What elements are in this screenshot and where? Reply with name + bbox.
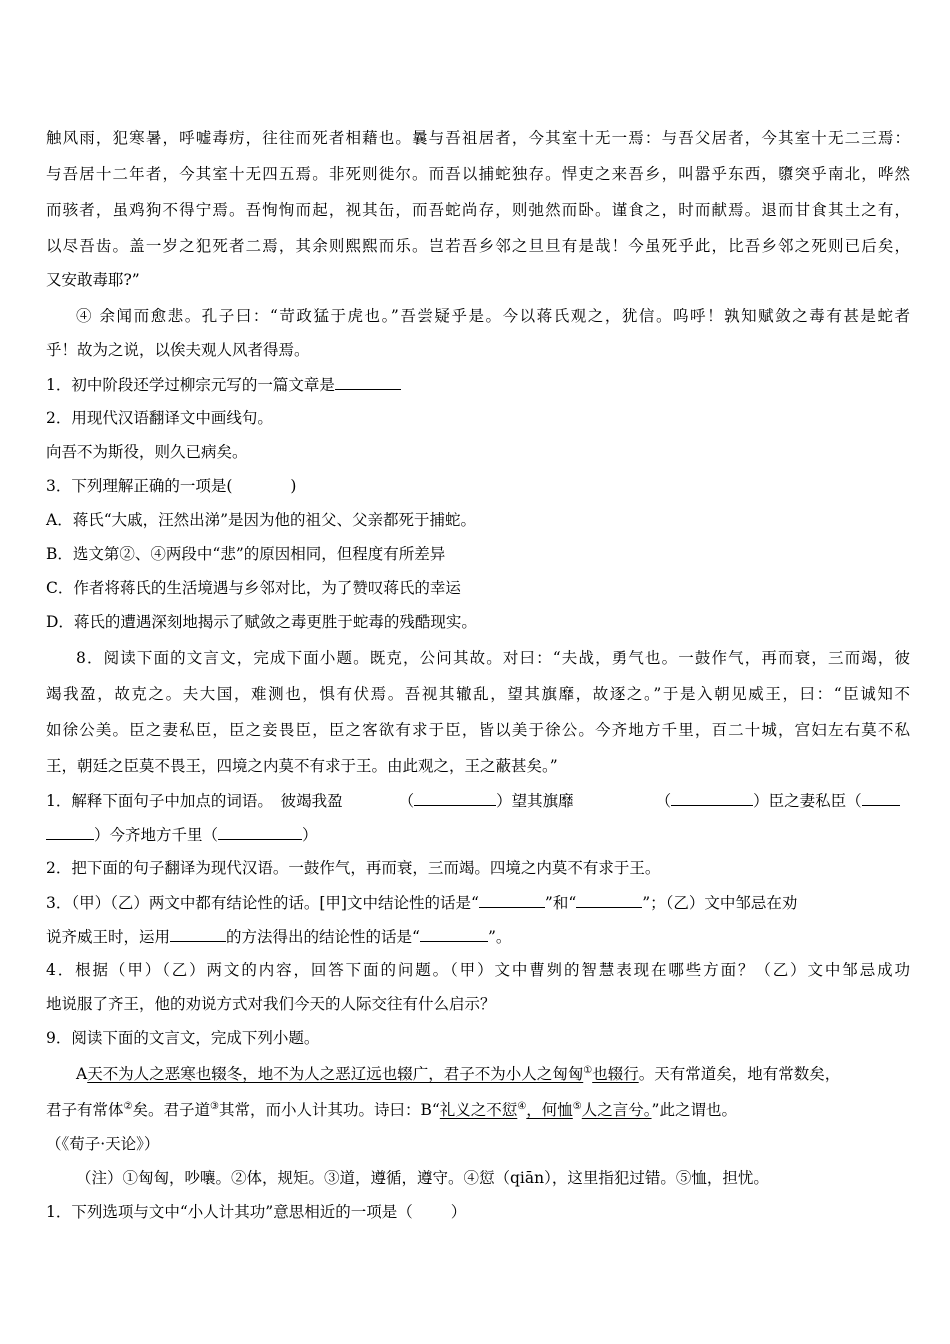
passage-line: 与吾居十二年者，今其室十无四五焉。非死则徙尔。而吾以捕蛇独存。悍吏之来吾乡，叫嚣乎东西，隳突乎南北，哗然 xyxy=(46,165,910,183)
section-8-question-1: 1．解释下面句子中加点的词语。 彼竭我盈 （ ）望其旗靡 （ ）臣之妻私臣（ xyxy=(46,790,910,811)
section-9-question-1: 1．下列选项与文中“小人计其功”意思相近的一项是（ ） xyxy=(46,1203,467,1221)
section-8-question-4-cont: 地说服了齐王，他的劝说方式对我们今天的人际交往有什么启示？ xyxy=(46,995,496,1013)
underlined-sentence-b: 礼义之不愆 xyxy=(439,1101,518,1119)
answer-blank[interactable] xyxy=(46,824,94,840)
question-3-text: 3．下列理解正确的一项是( xyxy=(46,477,233,495)
section-9-title: 9．阅读下面的文言文，完成下列小题。 xyxy=(46,1029,320,1047)
paragraph-4-line: ④ 余闻而愈悲。孔子曰：“苛政猛于虎也。”吾尝疑乎是。今以蒋氏观之，犹信。呜呼！孰知赋敛之毒有甚是蛇者 xyxy=(76,307,910,325)
section-8-line: 竭我盈，故克之。夫大国，难测也，惧有伏焉。吾视其辙乱，望其旗靡，故逐之。”于是入朝见威王，曰：“臣诚知不 xyxy=(46,685,910,703)
section-8-question-1-cont: ）今齐地方千里（ ） xyxy=(46,824,910,845)
section-8-line: 8．阅读下面的文言文，完成下面小题。既克，公问其故。对曰：“夫战，勇气也。一鼓作气，再而衰，三而竭，彼 xyxy=(76,649,910,667)
answer-blank[interactable] xyxy=(576,892,642,908)
section-8-question-4: 4．根据（甲）（乙）两文的内容，回答下面的问题。（甲）文中曹刿的智慧表现在哪些方面？（乙）文中邹忌成功 xyxy=(46,961,910,979)
section-9-line: A天不为人之恶寒也辍冬，地不为人之恶辽远也辍广，君子不为小人之匈匈①也辍行。天有常道矣，地有常数矣， xyxy=(76,1064,841,1083)
answer-blank[interactable] xyxy=(414,790,496,806)
passage-line: 而骇者，虽鸡狗不得宁焉。吾恂恂而起，视其缶，而吾蛇尚存，则弛然而卧。谨食之，时而献焉。退而甘食其土之有， xyxy=(46,201,910,219)
section-9-source: （《荀子·天论》） xyxy=(46,1135,160,1153)
answer-blank[interactable] xyxy=(671,790,753,806)
option-a: A．蒋氏“大戚，汪然出涕”是因为他的祖父、父亲都死于捕蛇。 xyxy=(46,511,477,529)
option-b: B．选文第②、④两段中“悲”的原因相同，但程度有所差异 xyxy=(46,545,446,563)
answer-blank[interactable] xyxy=(170,926,226,942)
passage-line: 触风雨，犯寒暑，呼嘘毒疠，往往而死者相藉也。曩与吾祖居者，今其室十无一焉：与吾父居者，今其室十无二三焉： xyxy=(46,129,910,147)
option-c: C．作者将蒋氏的生活境遇与乡邻对比，为了赞叹蒋氏的幸运 xyxy=(46,579,461,597)
answer-blank[interactable] xyxy=(479,892,545,908)
passage-line: 又安敢毒耶?” xyxy=(46,271,140,289)
answer-blank[interactable] xyxy=(218,824,302,840)
question-3: 3．下列理解正确的一项是( ) xyxy=(46,477,297,495)
question-1-text: 1．初中阶段还学过柳宗元写的一篇文章是 xyxy=(46,376,335,394)
section-8-question-3: 3．（甲）（乙）两文中都有结论性的话。[甲]文中结论性的话是“ ”和“ ”；（乙）文中邹忌在劝 xyxy=(46,894,798,912)
paragraph-4-line: 乎！故为之说，以俟夫观人风者得焉。 xyxy=(46,341,310,359)
answer-blank[interactable] xyxy=(335,374,401,390)
section-9-notes: （注）①匈匈，吵嚷。②体，规矩。③道，遵循，遵守。④愆（qiān），这里指犯过错。⑤恤，担忧。 xyxy=(76,1169,769,1187)
section-8-question-2: 2．把下面的句子翻译为现代汉语。一鼓作气，再而衰，三而竭。四境之内莫不有求于王。 xyxy=(46,859,661,877)
question-2-sentence: 向吾不为斯役，则久已病矣。 xyxy=(46,443,248,461)
question-2: 2．用现代汉语翻译文中画线句。 xyxy=(46,409,273,427)
section-8-line: 王，朝廷之臣莫不畏王，四境之内莫不有求于王。由此观之，王之蔽甚矣。” xyxy=(46,757,558,775)
answer-blank[interactable] xyxy=(420,926,488,942)
option-d: D．蒋氏的遭遇深刻地揭示了赋敛之毒更胜于蛇毒的残酷现实。 xyxy=(46,613,477,631)
section-8-question-3-cont: 说齐威王时，运用 的方法得出的结论性的话是“ ”。 xyxy=(46,928,512,946)
passage-line: 以尽吾齿。盖一岁之犯死者二焉，其余则熙熙而乐。岂若吾乡邻之旦旦有是哉！今虽死乎此，比吾乡邻之死则已后矣， xyxy=(46,237,910,255)
section-8-line: 如徐公美。臣之妻私臣，臣之妾畏臣，臣之客欲有求于臣，皆以美于徐公。今齐地方千里，百二十城，宫妇左右莫不私 xyxy=(46,721,910,739)
question-1 xyxy=(46,374,910,395)
underlined-sentence-a: 天不为人之恶寒也辍冬，地不为人之恶辽远也辍广，君子不为小人之匈匈 xyxy=(87,1065,584,1083)
section-9-line: 君子有常体②矣。君子道③其常，而小人计其功。诗曰：B“礼义之不愆④，何恤⑤人之言兮。”此之谓也。 xyxy=(46,1100,737,1119)
answer-blank[interactable] xyxy=(862,790,900,806)
